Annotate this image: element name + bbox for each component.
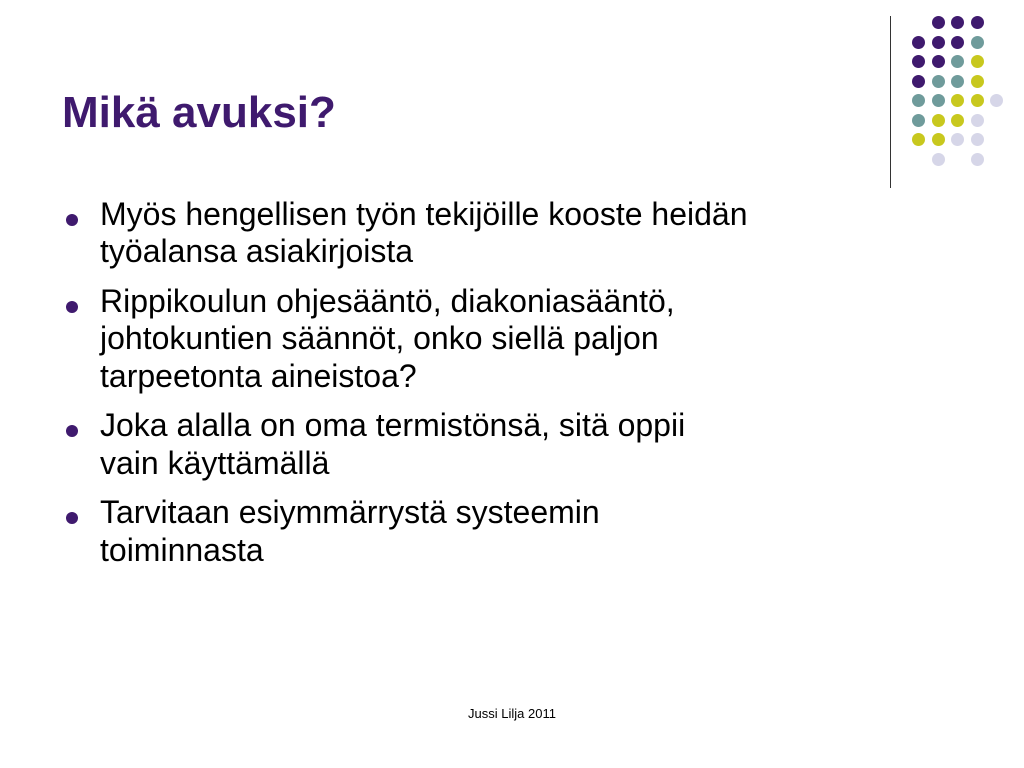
bullet-line: Joka alalla on oma termistönsä, sitä oppii	[100, 407, 686, 444]
decorative-dot	[971, 153, 984, 166]
decorative-dot	[971, 94, 984, 107]
footer-text: Jussi Lilja 2011	[468, 706, 556, 721]
bullet-item	[64, 494, 984, 569]
decorative-dot	[951, 133, 964, 146]
bullet-item	[64, 196, 984, 271]
bullet-line: tarpeetonta aineistoa?	[100, 357, 417, 394]
decorative-dot	[951, 114, 964, 127]
bullet-line: Rippikoulun ohjesääntö, diakoniasääntö,	[100, 282, 675, 319]
slide-title: Mikä avuksi?	[62, 88, 336, 137]
decorative-dot	[951, 55, 964, 68]
decorative-dot	[912, 114, 925, 127]
decorative-dot	[932, 94, 945, 107]
bullet-line: vain käyttämällä	[100, 444, 330, 481]
bullet-line: toiminnasta	[100, 531, 264, 568]
bullet-line: Tarvitaan esiymmärrystä systeemin	[100, 494, 600, 531]
decorative-dot	[912, 55, 925, 68]
decorative-dot	[971, 75, 984, 88]
decorative-dot	[932, 153, 945, 166]
decorative-dot	[971, 114, 984, 127]
decorative-dot	[912, 36, 925, 49]
bullet-item	[64, 283, 984, 395]
decorative-dot	[971, 133, 984, 146]
bullet-dot-icon	[66, 301, 78, 313]
bullet-item	[64, 407, 984, 482]
bullet-line: Myös hengellisen työn tekijöille kooste heidän	[100, 196, 748, 232]
decorative-dot	[990, 94, 1003, 107]
bullet-line: johtokuntien säännöt, onko siellä paljon	[100, 320, 659, 357]
decorative-dot	[951, 75, 964, 88]
decorative-dot	[912, 75, 925, 88]
decorative-dot	[932, 133, 945, 146]
decorative-dot	[932, 55, 945, 68]
bullet-dot-icon	[66, 425, 78, 437]
decorative-dot	[912, 94, 925, 107]
decorative-dot	[971, 55, 984, 68]
bullet-list	[64, 196, 984, 581]
decorative-dot	[912, 133, 925, 146]
decorative-dot	[932, 114, 945, 127]
decorative-dot	[951, 36, 964, 49]
decorative-dot	[971, 36, 984, 49]
bullet-dot-icon	[66, 512, 78, 524]
bullet-dot-icon	[66, 214, 78, 226]
decorative-dot	[951, 16, 964, 29]
divider-line	[890, 16, 891, 188]
decorative-dot	[951, 94, 964, 107]
decorative-dot	[932, 36, 945, 49]
decorative-dot	[932, 75, 945, 88]
bullet-line: työalansa asiakirjoista	[100, 233, 414, 270]
decorative-dot	[971, 16, 984, 29]
decorative-dot	[932, 16, 945, 29]
